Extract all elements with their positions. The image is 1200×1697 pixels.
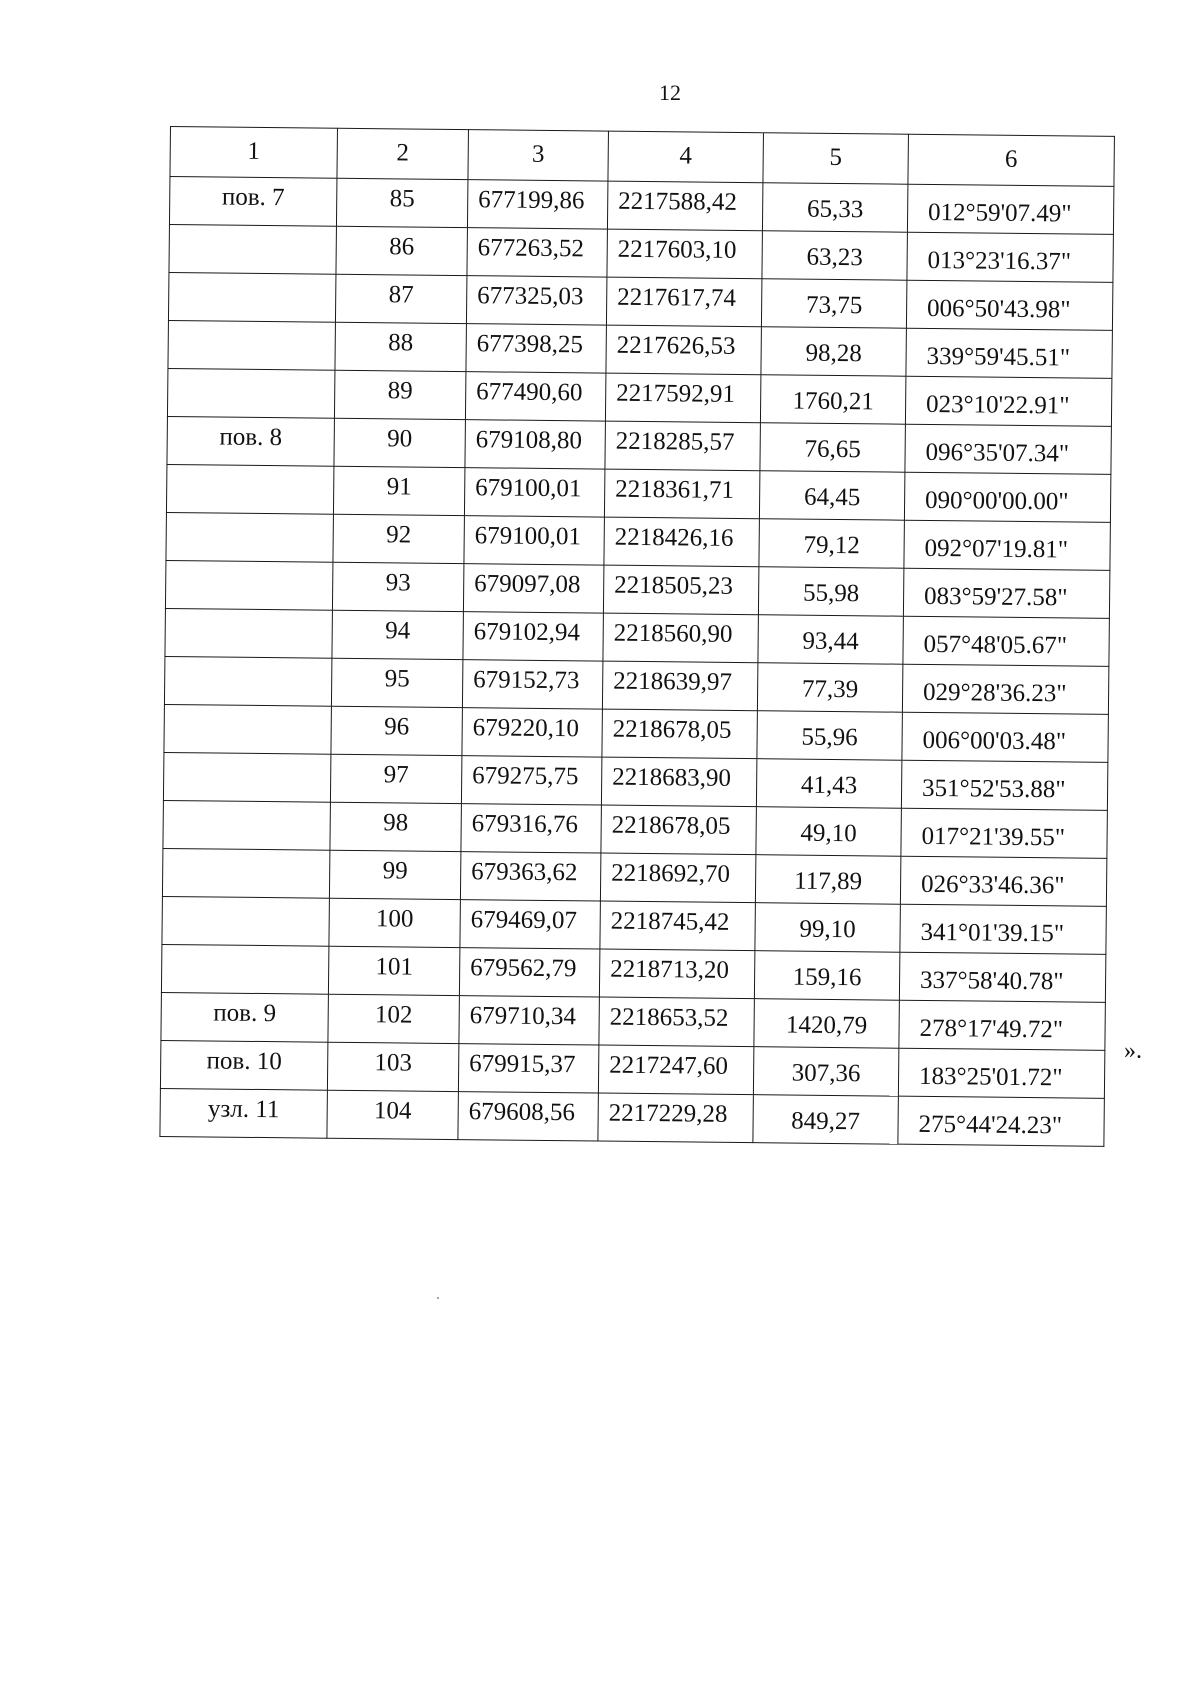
point-number-cell: 88 bbox=[335, 322, 466, 371]
distance-cell: 41,43 bbox=[756, 759, 901, 809]
header-cell-1: 1 bbox=[170, 127, 338, 179]
closing-quote-mark: ». bbox=[1124, 1038, 1142, 1064]
y-coordinate-cell: 2218285,57 bbox=[605, 421, 760, 471]
header-cell-6: 6 bbox=[908, 134, 1115, 186]
point-number-cell: 91 bbox=[333, 466, 464, 515]
point-number-cell: 95 bbox=[331, 658, 462, 707]
turn-cell bbox=[162, 896, 329, 946]
table-row bbox=[160, 1088, 1104, 1146]
direction-angle-cell: 278°17'49.72" bbox=[899, 1000, 1105, 1050]
point-number-cell: 100 bbox=[329, 898, 460, 947]
direction-angle-cell: 339°59'45.51" bbox=[906, 328, 1112, 378]
y-coordinate-cell: 2217229,28 bbox=[598, 1093, 753, 1143]
distance-cell: 65,33 bbox=[762, 183, 907, 233]
distance-cell: 79,12 bbox=[759, 519, 904, 569]
direction-angle-cell: 012°59'07.49" bbox=[907, 184, 1113, 234]
direction-angle-cell: 351°52'53.88" bbox=[901, 760, 1107, 810]
point-number-cell: 89 bbox=[334, 370, 465, 419]
x-coordinate-cell: 679100,01 bbox=[464, 516, 604, 565]
coordinates-table-wrapper bbox=[159, 126, 1115, 1147]
point-number-cell: 104 bbox=[327, 1090, 458, 1139]
point-number-cell: 98 bbox=[330, 802, 461, 851]
distance-cell: 307,36 bbox=[753, 1047, 898, 1097]
distance-cell: 63,23 bbox=[762, 231, 907, 281]
point-number-cell: 93 bbox=[332, 562, 463, 611]
y-coordinate-cell: 2218426,16 bbox=[604, 517, 759, 567]
direction-angle-cell: 183°25'01.72" bbox=[898, 1048, 1104, 1098]
turn-cell: пов. 7 bbox=[169, 177, 336, 227]
direction-angle-cell: 026°33'46.36" bbox=[900, 856, 1106, 906]
distance-cell: 77,39 bbox=[757, 663, 902, 713]
point-number-cell: 92 bbox=[333, 514, 464, 563]
turn-cell bbox=[163, 752, 330, 802]
y-coordinate-cell: 2218678,05 bbox=[602, 709, 757, 759]
distance-cell: 117,89 bbox=[755, 855, 900, 905]
x-coordinate-cell: 679100,01 bbox=[464, 468, 604, 517]
distance-cell: 64,45 bbox=[759, 471, 904, 521]
header-cell-3: 3 bbox=[468, 130, 609, 181]
turn-cell bbox=[164, 656, 331, 706]
turn-cell bbox=[166, 464, 333, 514]
point-number-cell: 87 bbox=[335, 274, 466, 323]
x-coordinate-cell: 677398,25 bbox=[466, 324, 606, 373]
turn-cell bbox=[166, 512, 333, 562]
table-body bbox=[160, 127, 1115, 1147]
direction-angle-cell: 006°00'03.48" bbox=[902, 712, 1108, 762]
turn-cell: узл. 11 bbox=[160, 1088, 327, 1138]
point-number-cell: 102 bbox=[328, 994, 459, 1043]
direction-angle-cell: 341°01'39.15" bbox=[900, 904, 1106, 954]
y-coordinate-cell: 2218692,70 bbox=[600, 853, 755, 903]
y-coordinate-cell: 2218678,05 bbox=[601, 805, 756, 855]
x-coordinate-cell: 679108,80 bbox=[465, 420, 605, 469]
y-coordinate-cell: 2218639,97 bbox=[602, 661, 757, 711]
y-coordinate-cell: 2217626,53 bbox=[606, 325, 761, 375]
x-coordinate-cell: 679710,34 bbox=[459, 996, 599, 1045]
turn-cell bbox=[169, 224, 336, 274]
direction-angle-cell: 090°00'00.00" bbox=[904, 472, 1110, 522]
turn-cell bbox=[165, 608, 332, 658]
header-cell-2: 2 bbox=[337, 128, 469, 179]
point-number-cell: 99 bbox=[329, 850, 460, 899]
distance-cell: 73,75 bbox=[761, 279, 906, 329]
y-coordinate-cell: 2217247,60 bbox=[598, 1045, 753, 1095]
direction-angle-cell: 023°10'22.91" bbox=[905, 376, 1111, 426]
y-coordinate-cell: 2218505,23 bbox=[603, 565, 758, 615]
distance-cell: 76,65 bbox=[760, 423, 905, 473]
x-coordinate-cell: 677490,60 bbox=[465, 372, 605, 421]
turn-cell bbox=[167, 368, 334, 418]
distance-cell: 98,28 bbox=[761, 327, 906, 377]
direction-angle-cell: 013°23'16.37" bbox=[907, 232, 1113, 282]
x-coordinate-cell: 677325,03 bbox=[466, 276, 606, 325]
x-coordinate-cell: 677263,52 bbox=[467, 228, 607, 277]
direction-angle-cell: 083°59'27.58" bbox=[903, 568, 1109, 618]
x-coordinate-cell: 679152,73 bbox=[462, 660, 602, 709]
direction-angle-cell: 029°28'36.23" bbox=[902, 664, 1108, 714]
distance-cell: 49,10 bbox=[756, 807, 901, 857]
point-number-cell: 96 bbox=[331, 706, 462, 755]
x-coordinate-cell: 679469,07 bbox=[460, 900, 600, 949]
direction-angle-cell: 057°48'05.67" bbox=[903, 616, 1109, 666]
distance-cell: 55,96 bbox=[757, 711, 902, 761]
point-number-cell: 94 bbox=[332, 610, 463, 659]
direction-angle-cell: 337°58'40.78" bbox=[899, 952, 1105, 1002]
distance-cell: 55,98 bbox=[758, 567, 903, 617]
y-coordinate-cell: 2217592,91 bbox=[605, 373, 760, 423]
direction-angle-cell: 017°21'39.55" bbox=[901, 808, 1107, 858]
turn-cell bbox=[168, 320, 335, 370]
turn-cell: пов. 9 bbox=[161, 992, 328, 1042]
distance-cell: 93,44 bbox=[758, 615, 903, 665]
scan-speck bbox=[437, 1297, 439, 1299]
direction-angle-cell: 006°50'43.98" bbox=[906, 280, 1112, 330]
x-coordinate-cell: 679097,08 bbox=[463, 564, 603, 613]
page-number: 12 bbox=[659, 80, 681, 105]
point-number-cell: 85 bbox=[336, 178, 467, 227]
point-number-cell: 103 bbox=[327, 1042, 458, 1091]
turn-cell bbox=[163, 800, 330, 850]
distance-cell: 1760,21 bbox=[760, 375, 905, 425]
x-coordinate-cell: 679363,62 bbox=[460, 852, 600, 901]
direction-angle-cell: 275°44'24.23" bbox=[898, 1096, 1104, 1146]
y-coordinate-cell: 2218713,20 bbox=[599, 949, 754, 999]
y-coordinate-cell: 2217617,74 bbox=[606, 277, 761, 327]
point-number-cell: 101 bbox=[328, 946, 459, 995]
y-coordinate-cell: 2218361,71 bbox=[604, 469, 759, 519]
x-coordinate-cell: 679915,37 bbox=[458, 1044, 598, 1093]
distance-cell: 1420,79 bbox=[754, 999, 899, 1049]
distance-cell: 849,27 bbox=[753, 1095, 898, 1145]
distance-cell: 99,10 bbox=[755, 903, 900, 953]
x-coordinate-cell: 679102,94 bbox=[463, 612, 603, 661]
x-coordinate-cell: 677199,86 bbox=[467, 180, 607, 229]
x-coordinate-cell: 679316,76 bbox=[461, 804, 601, 853]
coordinates-table bbox=[159, 126, 1115, 1147]
x-coordinate-cell: 679220,10 bbox=[462, 708, 602, 757]
y-coordinate-cell: 2218745,42 bbox=[600, 901, 755, 951]
x-coordinate-cell: 679608,56 bbox=[458, 1092, 598, 1141]
x-coordinate-cell: 679562,79 bbox=[459, 948, 599, 997]
y-coordinate-cell: 2217603,10 bbox=[607, 229, 762, 279]
turn-cell bbox=[168, 272, 335, 322]
direction-angle-cell: 092°07'19.81" bbox=[904, 520, 1110, 570]
turn-cell bbox=[165, 560, 332, 610]
y-coordinate-cell: 2217588,42 bbox=[607, 181, 762, 231]
header-cell-5: 5 bbox=[763, 133, 909, 185]
turn-cell: пов. 10 bbox=[160, 1040, 327, 1090]
point-number-cell: 97 bbox=[330, 754, 461, 803]
point-number-cell: 86 bbox=[336, 226, 467, 275]
turn-cell bbox=[164, 704, 331, 754]
header-cell-4: 4 bbox=[608, 131, 764, 183]
y-coordinate-cell: 2218653,52 bbox=[599, 997, 754, 1047]
y-coordinate-cell: 2218683,90 bbox=[601, 757, 756, 807]
x-coordinate-cell: 679275,75 bbox=[461, 756, 601, 805]
turn-cell bbox=[162, 848, 329, 898]
direction-angle-cell: 096°35'07.34" bbox=[905, 424, 1111, 474]
turn-cell: пов. 8 bbox=[167, 416, 334, 466]
distance-cell: 159,16 bbox=[754, 951, 899, 1001]
y-coordinate-cell: 2218560,90 bbox=[603, 613, 758, 663]
point-number-cell: 90 bbox=[334, 418, 465, 467]
turn-cell bbox=[161, 944, 328, 994]
